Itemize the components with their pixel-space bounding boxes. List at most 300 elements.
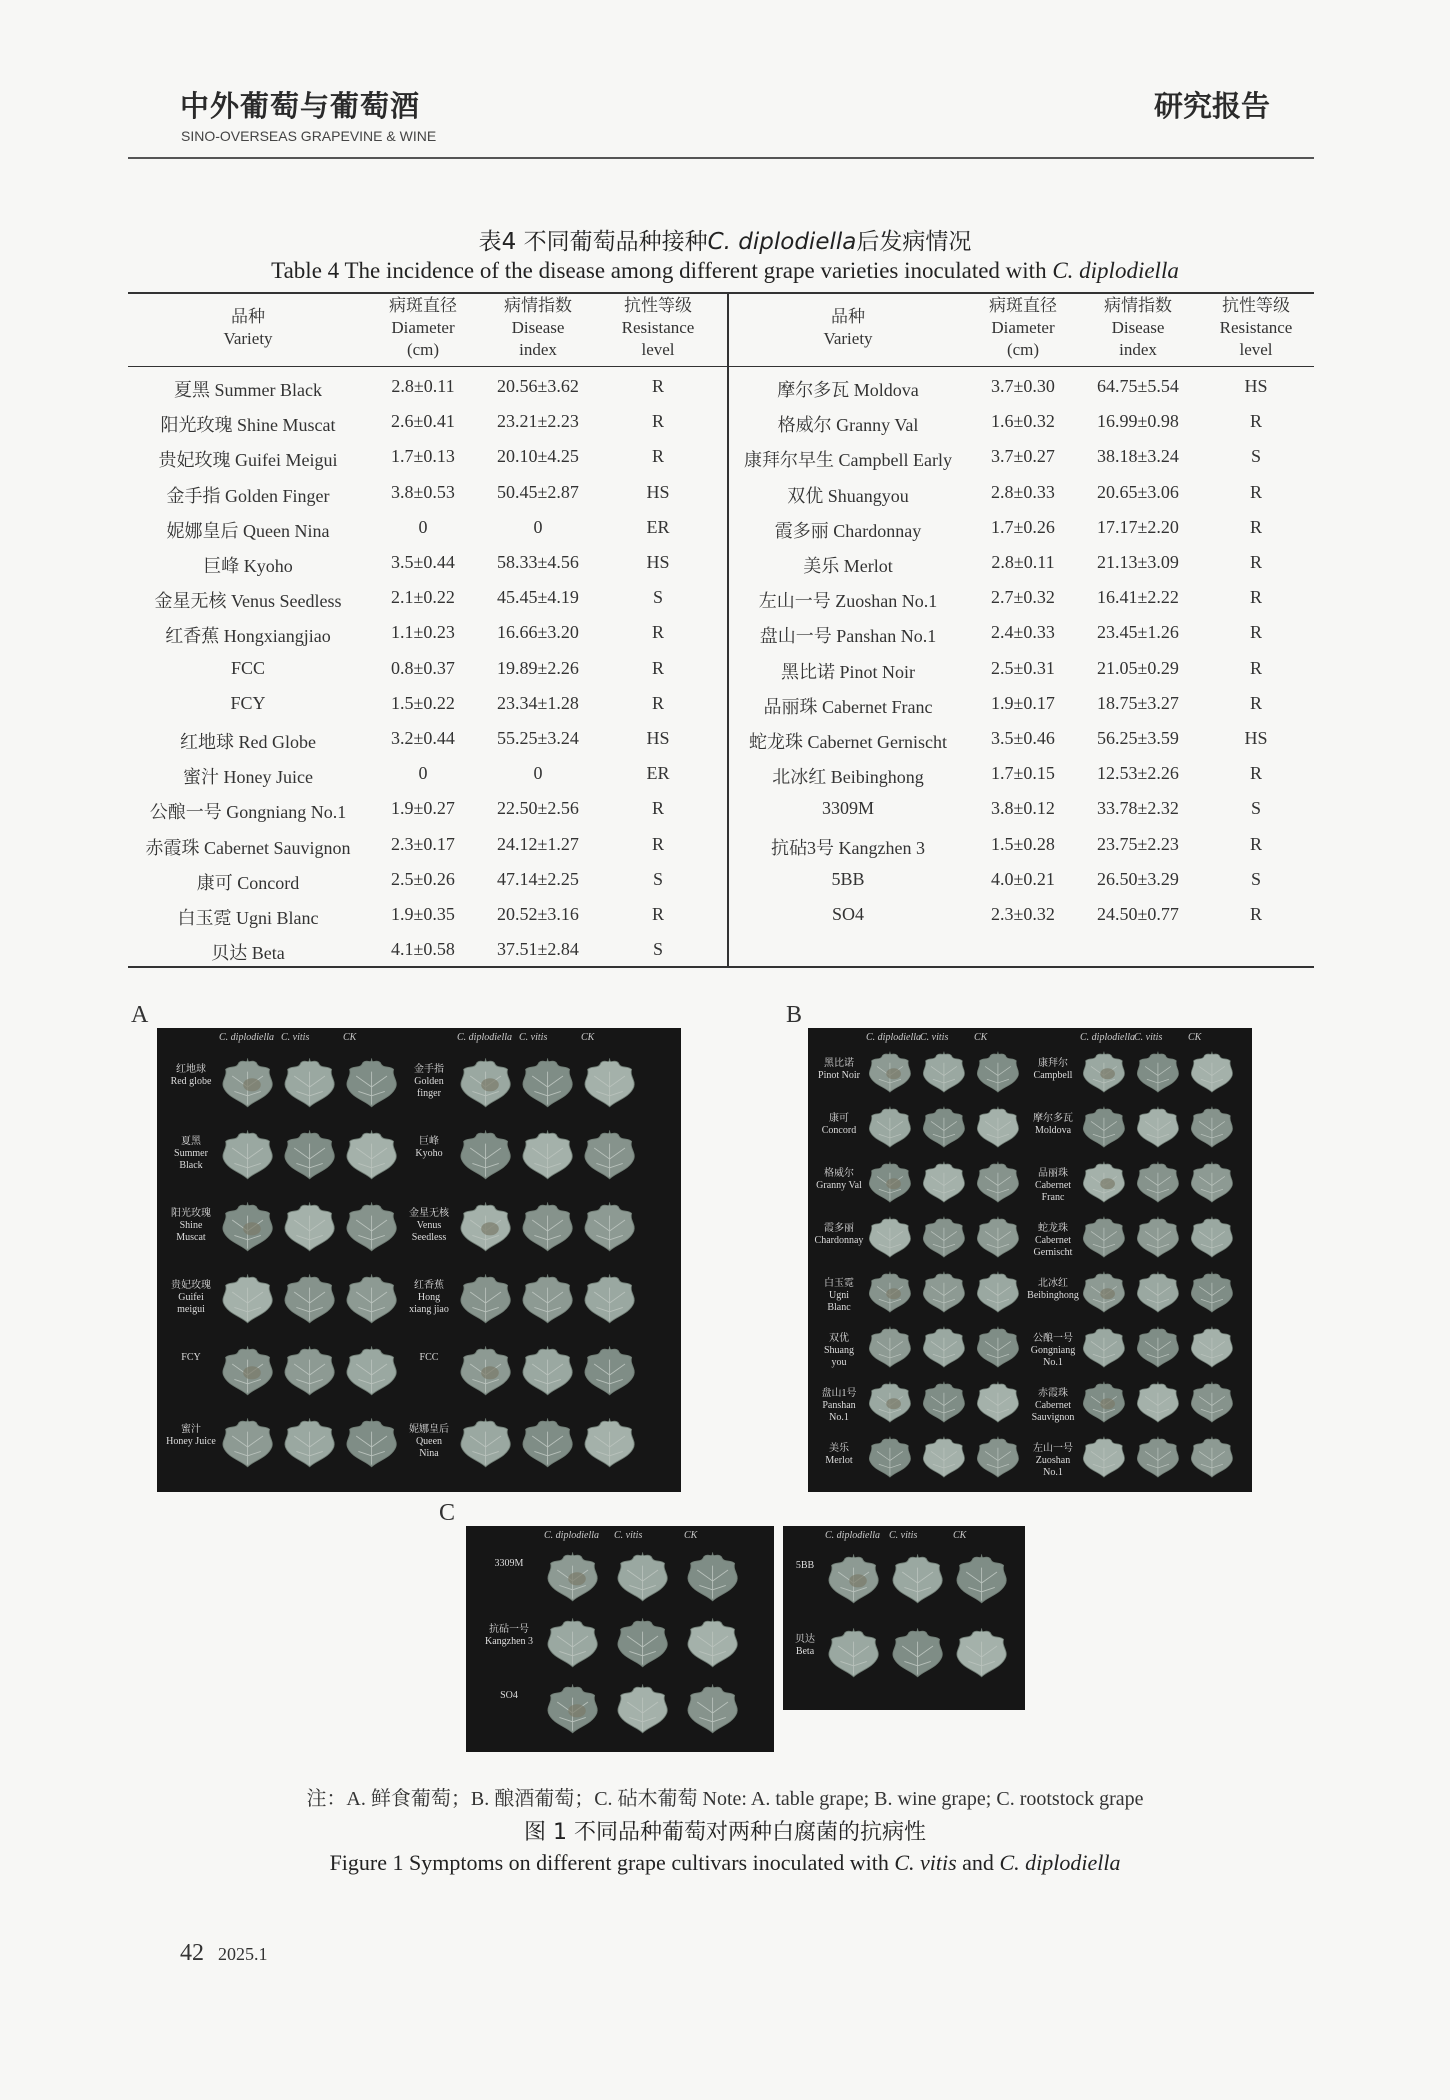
leaf-image — [866, 1048, 914, 1096]
table-cell-variety: 霞多丽 Chardonnay — [774, 520, 922, 541]
header-variety-right: Variety — [823, 329, 873, 348]
fig-row-label: 盘山1号 Panshan No.1 — [821, 1388, 857, 1423]
table-cell-index: 20.56±3.62 — [497, 376, 579, 396]
leaf-image — [825, 1624, 882, 1681]
figure-note: 注：A. 鲜食葡萄；B. 酿酒葡萄；C. 砧木葡萄 Note: A. table grape; B. wine grape; C. rootstock grape — [306, 1788, 1144, 1810]
leaf-image — [684, 1614, 741, 1671]
table-cell-index: 23.45±1.26 — [1097, 622, 1179, 643]
leaf-image — [920, 1378, 968, 1426]
table-cell-index: 55.25±3.24 — [497, 728, 579, 748]
fig-row-label: 阳光玫瑰 Shine Muscat — [171, 1208, 211, 1243]
fig-row-label: 巨峰 Kyoho — [415, 1136, 443, 1159]
leaf-image — [343, 1198, 400, 1255]
fig-row-label: 北冰红 Beibinghong — [1027, 1278, 1079, 1301]
table-cell-diameter: 3.8±0.53 — [391, 481, 455, 502]
table-cell-index: 16.66±3.20 — [497, 622, 579, 643]
table-cell-index: 0 — [533, 763, 543, 784]
fig-row-label: 金星无核 Venus Seedless — [409, 1208, 449, 1243]
leaf-image — [866, 1268, 914, 1316]
leaf-image — [457, 1198, 514, 1255]
table-cell-variety: 红地球 Red Globe — [180, 732, 316, 752]
table-cell-level: R — [651, 376, 664, 396]
leaf-image — [581, 1126, 638, 1183]
table-cell-level: HS — [646, 481, 670, 502]
header-resistance-right: Resistance — [1219, 318, 1293, 337]
table-cell-variety: 红香蕉 Hongxiangjiao — [165, 626, 331, 647]
table-cell-index: 20.10±4.25 — [497, 446, 579, 467]
leaf-image — [581, 1054, 638, 1111]
fig-row-label: 摩尔多瓦 Moldova — [1033, 1113, 1073, 1136]
table-cell-level: R — [1249, 481, 1262, 502]
table-cell-variety: 黑比诺 Pinot Noir — [780, 661, 915, 682]
fig-column-head: CK — [684, 1530, 698, 1541]
header-resistance-right: 抗性等级 — [1222, 296, 1290, 315]
table-cell-diameter: 3.2±0.44 — [391, 728, 455, 748]
table-cell-variety: FCC — [230, 657, 266, 678]
header-rule — [128, 157, 1314, 159]
leaf-image — [684, 1680, 741, 1737]
table-cell-variety: 贵妃玫瑰 Guifei Meigui — [158, 450, 338, 471]
header-disease-left: 病情指数 — [504, 296, 572, 315]
fig-column-head: C. diplodiella — [219, 1032, 274, 1043]
table-cell-index: 23.34±1.28 — [497, 692, 579, 713]
table-cell-index: 19.89±2.26 — [497, 657, 579, 678]
leaf-image — [519, 1270, 576, 1327]
leaf-image — [974, 1158, 1022, 1206]
table-cell-diameter: 3.5±0.44 — [391, 552, 455, 572]
table-cell-diameter: 1.6±0.32 — [991, 411, 1055, 432]
figure-panel-b — [808, 1028, 1252, 1492]
leaf-image — [1080, 1268, 1128, 1316]
table-cell-index: 56.25±3.59 — [1097, 728, 1179, 748]
leaf-image — [1134, 1378, 1182, 1426]
leaf-image — [519, 1198, 576, 1255]
table-cell-diameter: 2.6±0.41 — [391, 411, 455, 432]
fig-column-head: C. diplodiella — [825, 1530, 880, 1541]
fig-column-head: C. diplodiella — [457, 1032, 512, 1043]
header-disease-right: index — [1119, 340, 1157, 359]
table-cell-diameter: 4.1±0.58 — [391, 939, 455, 960]
leaf-image — [1134, 1213, 1182, 1261]
page-footer — [180, 1940, 268, 1967]
leaf-image — [544, 1680, 601, 1737]
header-variety-left: 品种 — [231, 307, 265, 326]
page-number: 42 — [180, 1940, 204, 1966]
leaf-image — [1134, 1048, 1182, 1096]
journal-title-en: SINO-OVERSEAS GRAPEVINE & WINE — [181, 128, 437, 144]
fig-row-label: 康拜尔 Campbell — [1033, 1058, 1073, 1081]
leaf-image — [544, 1614, 601, 1671]
leaf-image — [889, 1550, 946, 1607]
fig-row-label: 蛇龙珠 Cabernet Gernischt — [1033, 1223, 1073, 1258]
leaf-image — [457, 1270, 514, 1327]
header-resistance-left: level — [641, 340, 675, 359]
table-cell-level: R — [1249, 904, 1262, 924]
table-cell-variety: 康可 Concord — [196, 872, 300, 893]
header-diameter-right: 病斑直径 — [989, 296, 1057, 315]
leaf-image — [457, 1342, 514, 1399]
leaf-image — [581, 1198, 638, 1255]
table-cell-level: R — [1249, 411, 1262, 432]
figure-panel-c-right — [783, 1526, 1025, 1710]
leaf-image — [1080, 1378, 1128, 1426]
fig-row-label: 美乐 Merlot — [825, 1443, 853, 1466]
leaf-image — [974, 1048, 1022, 1096]
table-cell-diameter: 1.1±0.23 — [391, 622, 455, 643]
leaf-image — [1080, 1048, 1128, 1096]
table-cell-diameter: 0 — [418, 763, 428, 784]
fig-column-head: CK — [974, 1032, 988, 1043]
fig-row-label: 黑比诺 Pinot Noir — [818, 1058, 860, 1081]
leaf-image — [1080, 1103, 1128, 1151]
table-cell-level: S — [1250, 868, 1261, 889]
table-cell-diameter: 3.7±0.30 — [991, 376, 1055, 396]
fig-row-label: 抗砧一号 Kangzhen 3 — [484, 1624, 534, 1647]
table-cell-diameter: 2.8±0.33 — [991, 481, 1055, 502]
fig-row-label: 双优 Shuang you — [824, 1333, 854, 1368]
table-cell-index: 23.21±2.23 — [497, 411, 579, 432]
table-cell-level: R — [1249, 622, 1262, 643]
leaf-image — [1134, 1433, 1182, 1481]
table-cell-variety: 阳光玫瑰 Shine Muscat — [160, 415, 336, 436]
table-cell-diameter: 1.7±0.26 — [991, 516, 1055, 537]
fig-row-label: FCY — [181, 1352, 201, 1363]
table-cell-variety: 抗砧3号 Kangzhen 3 — [771, 837, 925, 858]
leaf-image — [219, 1198, 276, 1255]
caption-en-species-2: C. diplodiella — [999, 1850, 1121, 1875]
journal-title-cn: 中外葡萄与葡萄酒 — [180, 89, 421, 123]
leaf-image — [974, 1323, 1022, 1371]
leaf-image — [219, 1414, 276, 1471]
leaf-image — [581, 1270, 638, 1327]
fig-column-head: CK — [343, 1032, 357, 1043]
table-cell-variety: 蜜汁 Honey Juice — [183, 767, 313, 788]
leaf-image — [1188, 1268, 1236, 1316]
table-cell-diameter: 2.7±0.32 — [991, 587, 1055, 608]
fig-column-head: C. vitis — [920, 1032, 949, 1043]
leaf-image — [281, 1270, 338, 1327]
table-cell-level: ER — [646, 763, 670, 784]
section-label: 研究报告 — [1153, 89, 1270, 123]
leaf-image — [581, 1342, 638, 1399]
leaf-image — [1080, 1158, 1128, 1206]
table-cell-level: R — [651, 622, 664, 643]
table-cell-variety: 左山一号 Zuoshan No.1 — [758, 591, 938, 612]
table-cell-index: 24.50±0.77 — [1097, 904, 1179, 924]
leaf-image — [1080, 1433, 1128, 1481]
table-cell-level: R — [651, 657, 664, 678]
leaf-image — [219, 1342, 276, 1399]
figure-caption-en — [0, 1850, 1450, 1876]
table-cell-variety: FCY — [230, 692, 266, 713]
fig-row-label: 贝达 Beta — [795, 1634, 815, 1657]
leaf-image — [1188, 1323, 1236, 1371]
leaf-image — [1080, 1323, 1128, 1371]
fig-column-head: C. vitis — [614, 1530, 643, 1541]
figure-panel-a — [157, 1028, 681, 1492]
leaf-image — [920, 1048, 968, 1096]
leaf-image — [866, 1103, 914, 1151]
table-cell-level: R — [1249, 552, 1262, 572]
table-cell-diameter: 2.8±0.11 — [391, 376, 455, 396]
table-cell-level: HS — [1244, 728, 1268, 748]
table-cell-index: 12.53±2.26 — [1097, 763, 1179, 784]
table-cell-level: S — [652, 939, 663, 960]
leaf-image — [1188, 1213, 1236, 1261]
fig-row-label: 赤霞珠 Cabernet Sauvignon — [1031, 1388, 1075, 1423]
table-cell-level: HS — [1244, 376, 1268, 396]
fig-row-label: 妮娜皇后 Queen Nina — [409, 1424, 449, 1459]
leaf-image — [281, 1126, 338, 1183]
table-cell-diameter: 3.7±0.27 — [991, 446, 1055, 467]
panel-label-c: C — [439, 1500, 456, 1526]
leaf-image — [219, 1126, 276, 1183]
table-cell-index: 26.50±3.29 — [1097, 868, 1179, 889]
table-cell-index: 0 — [533, 516, 543, 537]
fig-row-label: 公酿一号 Gongniang No.1 — [1030, 1333, 1076, 1368]
table-cell-index: 58.33±4.56 — [497, 552, 579, 572]
table-cell-variety: 品丽珠 Cabernet Franc — [763, 696, 933, 717]
table-title-cn-post: 后发病情况 — [856, 229, 972, 255]
table-cell-index: 24.12±1.27 — [497, 833, 579, 854]
table-cell-variety: 妮娜皇后 Queen Nina — [166, 520, 330, 541]
table-cell-variety: 5BB — [831, 868, 865, 889]
fig-row-label: 左山一号 Zuoshan No.1 — [1033, 1443, 1073, 1478]
table-cell-level: R — [1249, 516, 1262, 537]
leaf-image — [281, 1342, 338, 1399]
table-top-rule — [128, 292, 1314, 294]
fig-column-head: C. vitis — [1134, 1032, 1163, 1043]
header-diameter-left: 病斑直径 — [389, 296, 457, 315]
caption-en-pre: Figure 1 Symptoms on different grape cultivars inoculated with — [329, 1850, 895, 1875]
leaf-image — [1188, 1158, 1236, 1206]
table-cell-diameter: 2.4±0.33 — [991, 622, 1055, 643]
fig-row-label: 红地球 Red globe — [170, 1064, 212, 1087]
table-cell-diameter: 0.8±0.37 — [391, 657, 455, 678]
leaf-image — [889, 1624, 946, 1681]
leaf-image — [866, 1213, 914, 1261]
figure-caption-cn: 图 1 不同品种葡萄对两种白腐菌的抗病性 — [524, 1820, 926, 1845]
leaf-image — [1134, 1323, 1182, 1371]
table-cell-diameter: 1.7±0.15 — [991, 763, 1055, 784]
table-cell-level: R — [1249, 692, 1262, 713]
fig-column-head: C. diplodiella — [544, 1530, 599, 1541]
table-cell-variety: 格威尔 Granny Val — [777, 415, 919, 436]
header-disease-left: Disease — [511, 318, 565, 337]
fig-row-label: 康可 Concord — [821, 1113, 857, 1136]
leaf-image — [953, 1550, 1010, 1607]
fig-column-head: C. vitis — [281, 1032, 310, 1043]
leaf-image — [920, 1213, 968, 1261]
leaf-image — [1188, 1103, 1236, 1151]
table-cell-index: 16.99±0.98 — [1097, 411, 1179, 432]
leaf-image — [581, 1414, 638, 1471]
table-cell-variety: 白玉霓 Ugni Blanc — [177, 908, 319, 928]
leaf-image — [614, 1680, 671, 1737]
leaf-image — [684, 1548, 741, 1605]
fig-row-label: 3309M — [494, 1558, 524, 1569]
header-diameter-right: (cm) — [1006, 340, 1040, 359]
table-cell-index: 16.41±2.22 — [1097, 587, 1179, 608]
table-cell-variety: 公酿一号 Gongniang No.1 — [149, 802, 347, 823]
leaf-image — [457, 1414, 514, 1471]
table-cell-index: 47.14±2.25 — [497, 868, 579, 889]
leaf-image — [953, 1624, 1010, 1681]
header-variety-right: 品种 — [831, 307, 865, 326]
table-title-cn — [0, 223, 1450, 256]
table-cell-variety: 北冰红 Beibinghong — [772, 767, 924, 788]
panel-label-b: B — [786, 1002, 803, 1028]
leaf-image — [343, 1270, 400, 1327]
leaf-image — [866, 1378, 914, 1426]
table-cell-diameter: 3.8±0.12 — [991, 798, 1055, 819]
leaf-image — [614, 1614, 671, 1671]
table-cell-diameter: 3.5±0.46 — [991, 728, 1055, 748]
table-cell-diameter: 2.5±0.26 — [391, 868, 455, 889]
fig-column-head: C. diplodiella — [866, 1032, 921, 1043]
table-cell-index: 20.65±3.06 — [1097, 481, 1179, 502]
table-cell-level: S — [1250, 446, 1261, 467]
table-title-en — [0, 258, 1450, 284]
table-cell-index: 37.51±2.84 — [497, 939, 579, 960]
table-cell-index: 22.50±2.56 — [497, 798, 579, 819]
leaf-image — [343, 1054, 400, 1111]
data-table — [128, 292, 1314, 972]
fig-row-label: SO4 — [500, 1690, 518, 1701]
leaf-image — [281, 1054, 338, 1111]
fig-row-label: 夏黑 Summer Black — [174, 1136, 208, 1171]
table-cell-variety: 摩尔多瓦 Moldova — [777, 380, 919, 400]
table-cell-variety: 美乐 Merlot — [803, 556, 893, 576]
table-cell-diameter: 4.0±0.21 — [991, 868, 1055, 889]
table-title-en-pre: Table 4 The incidence of the disease among different grape varieties inoculated with — [271, 258, 1053, 283]
fig-row-label: 5BB — [795, 1560, 815, 1571]
table-cell-level: R — [1249, 833, 1262, 854]
leaf-image — [1134, 1103, 1182, 1151]
fig-row-label: 蜜汁 Honey Juice — [166, 1424, 216, 1447]
header-disease-right: Disease — [1111, 318, 1165, 337]
leaf-image — [974, 1378, 1022, 1426]
leaf-image — [457, 1126, 514, 1183]
table-cell-index: 21.05±0.29 — [1097, 657, 1179, 678]
fig-column-head: CK — [1188, 1032, 1202, 1043]
table-cell-diameter: 2.8±0.11 — [991, 552, 1055, 572]
table-cell-diameter: 1.9±0.17 — [991, 692, 1055, 713]
table-cell-diameter: 2.1±0.22 — [391, 587, 455, 608]
leaf-image — [920, 1158, 968, 1206]
table-cell-index: 23.75±2.23 — [1097, 833, 1179, 854]
table-cell-diameter: 2.5±0.31 — [991, 657, 1055, 678]
leaf-image — [519, 1414, 576, 1471]
caption-en-species-1: C. vitis — [894, 1850, 957, 1875]
leaf-image — [1188, 1048, 1236, 1096]
leaf-image — [281, 1414, 338, 1471]
table-cell-variety: 盘山一号 Panshan No.1 — [759, 626, 937, 647]
leaf-image — [519, 1054, 576, 1111]
table-cell-level: HS — [646, 728, 670, 748]
leaf-image — [1134, 1158, 1182, 1206]
table-cell-diameter: 1.5±0.22 — [391, 692, 455, 713]
table-cell-level: R — [1249, 657, 1262, 678]
table-cell-level: R — [651, 411, 664, 432]
leaf-image — [974, 1268, 1022, 1316]
table-cell-index: 18.75±3.27 — [1097, 692, 1179, 713]
leaf-image — [614, 1548, 671, 1605]
table-title-cn-species: C. diplodiella — [707, 229, 857, 255]
fig-column-head: C. diplodiella — [1080, 1032, 1135, 1043]
leaf-image — [457, 1054, 514, 1111]
table-cell-variety: 3309M — [821, 798, 874, 819]
table-cell-level: R — [651, 833, 664, 854]
leaf-image — [974, 1433, 1022, 1481]
leaf-image — [920, 1433, 968, 1481]
table-cell-diameter: 1.5±0.28 — [991, 833, 1055, 854]
leaf-image — [281, 1198, 338, 1255]
table-cell-variety: 夏黑 Summer Black — [174, 380, 322, 400]
fig-row-label: 红香蕉 Hong xiang jiao — [409, 1280, 449, 1315]
table-cell-variety: 康拜尔早生 Campbell Early — [744, 450, 952, 471]
table-cell-index: 21.13±3.09 — [1097, 552, 1179, 572]
fig-column-head: CK — [581, 1032, 595, 1043]
table-title-en-species: C. diplodiella — [1052, 258, 1179, 283]
table-cell-variety: SO4 — [831, 904, 864, 924]
fig-column-head: C. vitis — [889, 1530, 918, 1541]
header-diameter-right: Diameter — [991, 318, 1055, 337]
header-variety-left: Variety — [223, 329, 273, 348]
header-resistance-left: 抗性等级 — [624, 296, 692, 315]
page-header — [128, 82, 1314, 162]
table-cell-level: R — [1249, 587, 1262, 608]
table-cell-level: S — [1250, 798, 1261, 819]
table-cell-diameter: 1.9±0.27 — [391, 798, 455, 819]
table-cell-level: R — [651, 798, 664, 819]
leaf-image — [920, 1268, 968, 1316]
leaf-image — [866, 1433, 914, 1481]
header-disease-left: index — [519, 340, 557, 359]
table-header-rule — [128, 366, 1314, 367]
leaf-image — [1080, 1213, 1128, 1261]
table-cell-level: S — [652, 868, 663, 889]
table-cell-index: 64.75±5.54 — [1097, 376, 1179, 396]
caption-en-mid: and — [956, 1850, 1000, 1875]
header-disease-right: 病情指数 — [1104, 296, 1172, 315]
table-cell-index: 50.45±2.87 — [497, 481, 579, 502]
table-cell-level: R — [651, 446, 664, 467]
table-cell-level: R — [1249, 763, 1262, 784]
leaf-image — [544, 1548, 601, 1605]
fig-row-label: FCC — [419, 1352, 439, 1363]
leaf-image — [519, 1126, 576, 1183]
table-bottom-rule — [128, 966, 1314, 968]
header-resistance-left: Resistance — [621, 318, 695, 337]
table-cell-index: 38.18±3.24 — [1097, 446, 1179, 467]
table-cell-variety: 巨峰 Kyoho — [203, 556, 293, 576]
table-cell-level: R — [651, 692, 664, 713]
table-cell-diameter: 1.7±0.13 — [391, 446, 455, 467]
leaf-image — [1134, 1268, 1182, 1316]
table-cell-variety: 赤霞珠 Cabernet Sauvignon — [145, 837, 351, 858]
leaf-image — [1188, 1433, 1236, 1481]
leaf-image — [219, 1270, 276, 1327]
leaf-image — [866, 1323, 914, 1371]
table-cell-index: 45.45±4.19 — [497, 587, 579, 608]
table-cell-level: HS — [646, 552, 670, 572]
fig-row-label: 贵妃玫瑰 Guifei meigui — [171, 1280, 211, 1315]
fig-column-head: C. vitis — [519, 1032, 548, 1043]
table-cell-diameter: 0 — [418, 516, 428, 537]
leaf-image — [974, 1213, 1022, 1261]
table-cell-variety: 金星无核 Venus Seedless — [154, 591, 342, 612]
